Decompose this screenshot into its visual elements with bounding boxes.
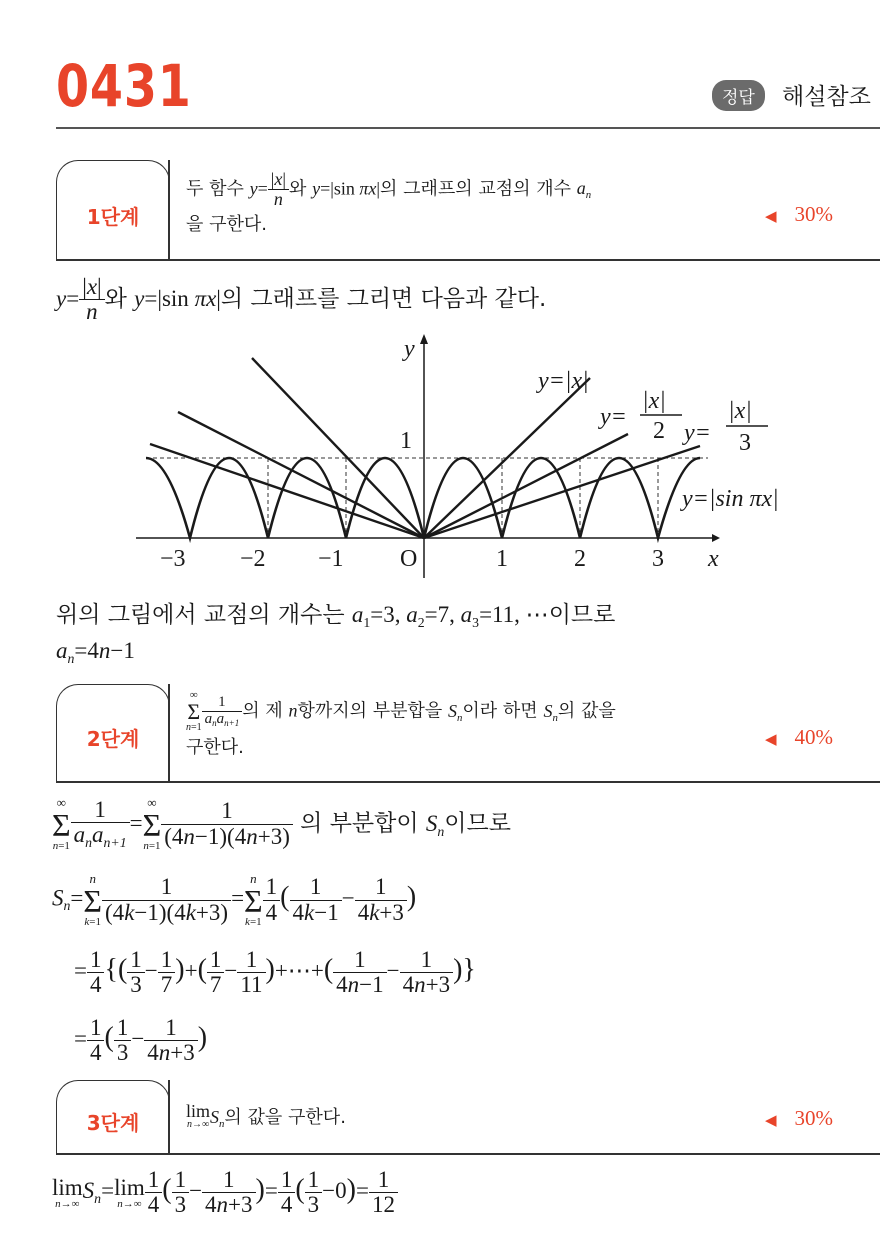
step1-math-an: $a_n$: [576, 178, 592, 202]
sum-line: [52, 796, 511, 852]
limit-result-den: 12: [371, 1192, 395, 1218]
graph-tick-1: 1: [496, 546, 508, 572]
limit-q2-den: 4: [280, 1192, 293, 1218]
sn-line2-f4: [237, 948, 265, 997]
sn-line2-f6: [400, 948, 453, 997]
sum-line-sn: $S_n$: [425, 810, 445, 839]
graph-lines: [150, 358, 700, 538]
step1-label: 1단계: [86, 205, 140, 229]
step2-percent: [765, 725, 833, 750]
graph-label-abs-x: y=|x|: [538, 368, 589, 394]
step1-frac: [268, 170, 289, 209]
step1-math-eq1: =: [257, 178, 268, 199]
step2-pointer-icon: ◀: [765, 730, 777, 748]
limit-result-num: 1: [369, 1168, 398, 1193]
intro-math-y: y: [56, 286, 67, 312]
sum-line-frac1-den: $a_na_{n+1}$: [73, 821, 127, 850]
step1-description: [186, 170, 746, 240]
step2-percent-value: 40%: [794, 725, 834, 749]
sn-line1-frac1-num: 1: [102, 875, 231, 900]
sn-line1-paren-close: ): [406, 881, 417, 913]
sn-line2-p2c: ): [265, 953, 275, 985]
step3-percent: [765, 1106, 833, 1131]
step2-underline: [56, 781, 880, 783]
step1-math-y1: y: [249, 178, 258, 199]
sn-line2-p2o: (: [197, 953, 207, 985]
step2-description: [186, 690, 756, 763]
sn-line2-f4-num: 1: [237, 948, 265, 973]
sn-line1-frac3: [355, 875, 407, 924]
sn-line3-pc: ): [197, 1021, 208, 1053]
sum-line-frac1: [71, 798, 130, 850]
step3-divider: [168, 1080, 170, 1154]
sn-line1-paren-open: (: [280, 881, 290, 913]
graph-label-third-num: |x|: [728, 398, 752, 424]
sn-line1-frac2-den: 4k−1: [292, 899, 339, 925]
sn-line2-f2: [158, 948, 176, 997]
sum-line-frac2-den: (4n−1)(4n+3): [164, 823, 290, 849]
step2-text-d: 의 값을: [557, 700, 616, 722]
step1-text-a: 두 함수: [186, 178, 244, 200]
step2-frac-num: 1: [202, 695, 243, 712]
graph-svg: [100, 330, 840, 590]
limit-p2c: ): [346, 1173, 356, 1205]
limit-f3-num: 1: [305, 1168, 323, 1193]
graph-y-label: y: [404, 336, 415, 362]
step2-text-e: 구한다.: [186, 737, 244, 758]
sn-line2-quarter-num: 1: [87, 948, 105, 973]
sn-line3-f1-den: 3: [116, 1040, 129, 1066]
answer-badge: 정답: [712, 80, 765, 111]
step1-text-b: 와: [289, 178, 307, 200]
sn-line2-p3o: (: [323, 953, 334, 985]
sn-line1-frac2-num: 1: [290, 875, 342, 900]
limit-f1: [172, 1168, 190, 1217]
step2-tab: [56, 684, 170, 783]
limit-f2-num: 1: [202, 1168, 255, 1193]
step2-sum-math: ∞ Σ n=1: [186, 689, 202, 733]
sn-line2-f4-den: 11: [240, 972, 263, 998]
sn-line1-frac3-den: 4k+3: [357, 899, 404, 925]
sn-line3-quarter-num: 1: [87, 1016, 105, 1041]
graph-label-third-y: y=: [684, 420, 711, 446]
step2-text-b: 항까지의 부분합을: [297, 700, 443, 722]
step2-math-sn2: $S_n$: [543, 700, 558, 724]
sn-line2-f1: [127, 948, 145, 997]
step2-math-n: n: [288, 700, 298, 721]
sn-line3-f2-den: 4n+3: [147, 1040, 195, 1066]
limit-line: lim n→∞ $S_n=$ lim n→∞ $\frac{1}{4}$ ( $\frac{1}{3}$ − $\frac{1}{4n+3}$ )= $\frac{1}{4}$ ( $\frac{1}{3}$ −0)= $\frac{1}{12}$: [52, 1168, 398, 1217]
limit-p1o: (: [162, 1173, 172, 1205]
sn-line1: $S_n=$ n Σ k=1 $\frac{1}{(4k-1)(4k+3)}$ = n Σ k=1 $\frac{1}{4}$ ( $\frac{1}{4k-1}$ − $\frac{1}{4k+3}$ ): [52, 871, 417, 928]
limit-q2: [278, 1168, 296, 1217]
sn-line2-p3c: ): [453, 953, 463, 985]
step3-percent-value: 30%: [794, 1106, 834, 1130]
intro-math-sin: y=|sin πx|: [134, 286, 221, 312]
step2-divider: [168, 684, 170, 782]
count-line: [56, 596, 615, 631]
count-text-a: 위의 그림에서 교점의 개수는: [56, 602, 345, 628]
sum-line-frac1-num: 1: [71, 798, 130, 823]
graph-origin-label: O: [400, 546, 418, 572]
sn-line3-f1: [114, 1016, 132, 1065]
step3-description: [186, 1102, 346, 1139]
sn-line2-quarter: [87, 948, 105, 997]
answer-text: 해설참조: [782, 84, 871, 110]
sn-line1-frac1-den: (4k−1)(4k+3): [105, 899, 229, 925]
step1-frac-den: n: [273, 188, 283, 209]
sum-line-text-b: 이므로: [444, 810, 511, 837]
limit-f2-den: 4n+3: [205, 1192, 253, 1218]
limit-line-lim2: lim n→∞: [114, 1174, 145, 1210]
step2-text-a: 의 제: [242, 700, 283, 722]
sn-line2-f3-num: 1: [207, 948, 225, 973]
step1-divider: [168, 160, 170, 260]
sn-line2-f2-den: 7: [160, 972, 173, 998]
step2-math-sn1: $S_n$: [448, 700, 463, 724]
sn-line1-frac1: [102, 875, 231, 924]
sn-line2-p1o: (: [117, 953, 128, 985]
sn-line3-po: (: [104, 1021, 114, 1053]
step3-lim-math: lim n→∞: [186, 1101, 211, 1130]
intro-text-b: 의 그래프를 그리면 다음과 같다.: [220, 286, 547, 313]
step1-text-c: 의 그래프의 교점의 개수: [380, 178, 572, 200]
sum-line-eq: =: [129, 810, 143, 836]
limit-f2: [202, 1168, 255, 1217]
sn-line2-f6-den: 4n+3: [402, 972, 451, 998]
graph-label-half-den: 2: [653, 418, 665, 444]
limit-q1: [145, 1168, 163, 1217]
sn-line2-f3: [207, 948, 225, 997]
sn-line1-sigma1: n Σ k=1: [83, 871, 103, 928]
limit-p1c: ): [255, 1173, 265, 1205]
sn-line2-f3-den: 7: [209, 972, 222, 998]
limit-f1-num: 1: [172, 1168, 190, 1193]
graph-tick-neg1: −1: [318, 546, 344, 572]
sn-line1-frac2: [290, 875, 342, 924]
sn-line2-f5: [333, 948, 386, 997]
sn-line2-p1c: ): [175, 953, 185, 985]
graph-tick-2: 2: [574, 546, 586, 572]
sn-line2-brace-open: {: [104, 953, 118, 985]
limit-q2-num: 1: [278, 1168, 296, 1193]
graph-label-third-den: 3: [739, 430, 751, 456]
graph-intro-line: [56, 275, 546, 324]
graph-label-half-num: |x|: [642, 388, 666, 414]
step1-pointer-icon: ◀: [765, 207, 777, 225]
step2-frac-den: $a_na_{n+1}$: [204, 710, 240, 728]
sn-line1-quarter-num: 1: [263, 875, 281, 900]
sn-line2-f2-num: 1: [158, 948, 176, 973]
step2-text-c: 이라 하면: [462, 700, 538, 722]
step2-label: 2단계: [86, 727, 140, 751]
step1-frac-num: |x|: [268, 170, 289, 190]
graph-tick-3: 3: [652, 546, 664, 572]
sn-line2-f1-num: 1: [127, 948, 145, 973]
step3-tab: [56, 1080, 170, 1155]
sum-line-sigma1: ∞ Σ n=1: [52, 795, 71, 852]
step3-text-a: 의 값을 구한다.: [224, 1107, 346, 1128]
sum-line-sigma2: ∞ Σ n=1: [142, 795, 162, 852]
sn-line2-f5-num: 1: [333, 948, 386, 973]
intro-math-eq: =: [66, 286, 80, 312]
an-formula: $a_n=4n-1$: [56, 638, 135, 666]
graph-x-label: x: [708, 546, 719, 572]
count-text-b: 이므로: [548, 602, 616, 628]
sn-line3-quarter-den: 4: [89, 1040, 102, 1066]
sn-line1-quarter: [263, 875, 281, 924]
sn-line3-f2: [144, 1016, 197, 1065]
sn-line2-f6-num: 1: [400, 948, 453, 973]
graph-y-arrow: [420, 334, 428, 344]
graph-x-arrow: [712, 534, 720, 542]
graph-label-half-y: y=: [600, 404, 627, 430]
limit-q1-den: 4: [147, 1192, 160, 1218]
sn-line1-quarter-den: 4: [265, 899, 278, 925]
sn-line2-f5-den: 4n−1: [336, 972, 384, 998]
header-rule: [56, 127, 880, 129]
step3-underline: [56, 1153, 880, 1155]
step3-sn: $S_n$: [210, 1107, 225, 1130]
step1-underline: [56, 259, 880, 261]
intro-text-a: 와: [104, 286, 127, 313]
sum-line-frac2-num: 1: [161, 799, 293, 824]
sn-line1-sigma2: n Σ k=1: [244, 871, 263, 928]
intro-frac-den: n: [86, 299, 98, 325]
step2-frac: [202, 695, 243, 728]
count-math: $a_1=3$, $a_2=7$, $a_3=11$, ⋯: [351, 602, 549, 630]
sn-line2-quarter-den: 4: [89, 972, 102, 998]
graph-tick-neg3: −3: [160, 546, 186, 572]
step1-text-d: 을 구한다.: [186, 214, 267, 236]
limit-q1-num: 1: [145, 1168, 163, 1193]
step1-tab: [56, 160, 170, 261]
limit-f1-den: 3: [174, 1192, 187, 1218]
sn-line2-f1-den: 3: [130, 972, 142, 998]
sum-line-frac2: [161, 799, 293, 848]
graph-tick-neg2: −2: [240, 546, 266, 572]
step1-math-sin: y=|sin πx|: [312, 178, 381, 199]
limit-line-lim1: lim n→∞: [52, 1174, 83, 1210]
limit-f3: [305, 1168, 323, 1217]
intro-frac-num: |x|: [79, 275, 104, 300]
sum-line-text-a: 의 부분합이: [300, 810, 419, 837]
limit-p2o: (: [295, 1173, 305, 1205]
sn-line3-f2-num: 1: [144, 1016, 197, 1041]
step3-pointer-icon: ◀: [765, 1111, 777, 1129]
sn-line3: = $\frac{1}{4}$ ( $\frac{1}{3}$ − $\frac{1}{4n+3}$ ): [74, 1015, 208, 1066]
sn-line3-quarter: [87, 1016, 105, 1065]
step3-label: 3단계: [86, 1111, 140, 1135]
sn-line1-frac3-num: 1: [355, 875, 407, 900]
sn-line3-f1-num: 1: [114, 1016, 132, 1041]
sn-line2-brace-close: }: [462, 953, 476, 985]
step1-percent: [765, 202, 833, 227]
graph-label-sin: y=|sin πx|: [682, 486, 779, 512]
step1-percent-value: 30%: [794, 202, 834, 226]
sn-line2: = $\frac{1}{4}$ {( $\frac{1}{3}$ − $\frac{1}{7}$ )+( $\frac{1}{7}$ − $\frac{1}{11}$ )+⋯+( $\frac{1}{4n-1}$ − $\frac{1}{4n+3}$ )}: [74, 947, 476, 998]
graph-one-label: 1: [400, 428, 412, 454]
problem-number: 0431: [56, 52, 192, 120]
intro-frac: [79, 275, 104, 324]
limit-result: [369, 1168, 398, 1217]
limit-f3-den: 3: [307, 1192, 320, 1218]
